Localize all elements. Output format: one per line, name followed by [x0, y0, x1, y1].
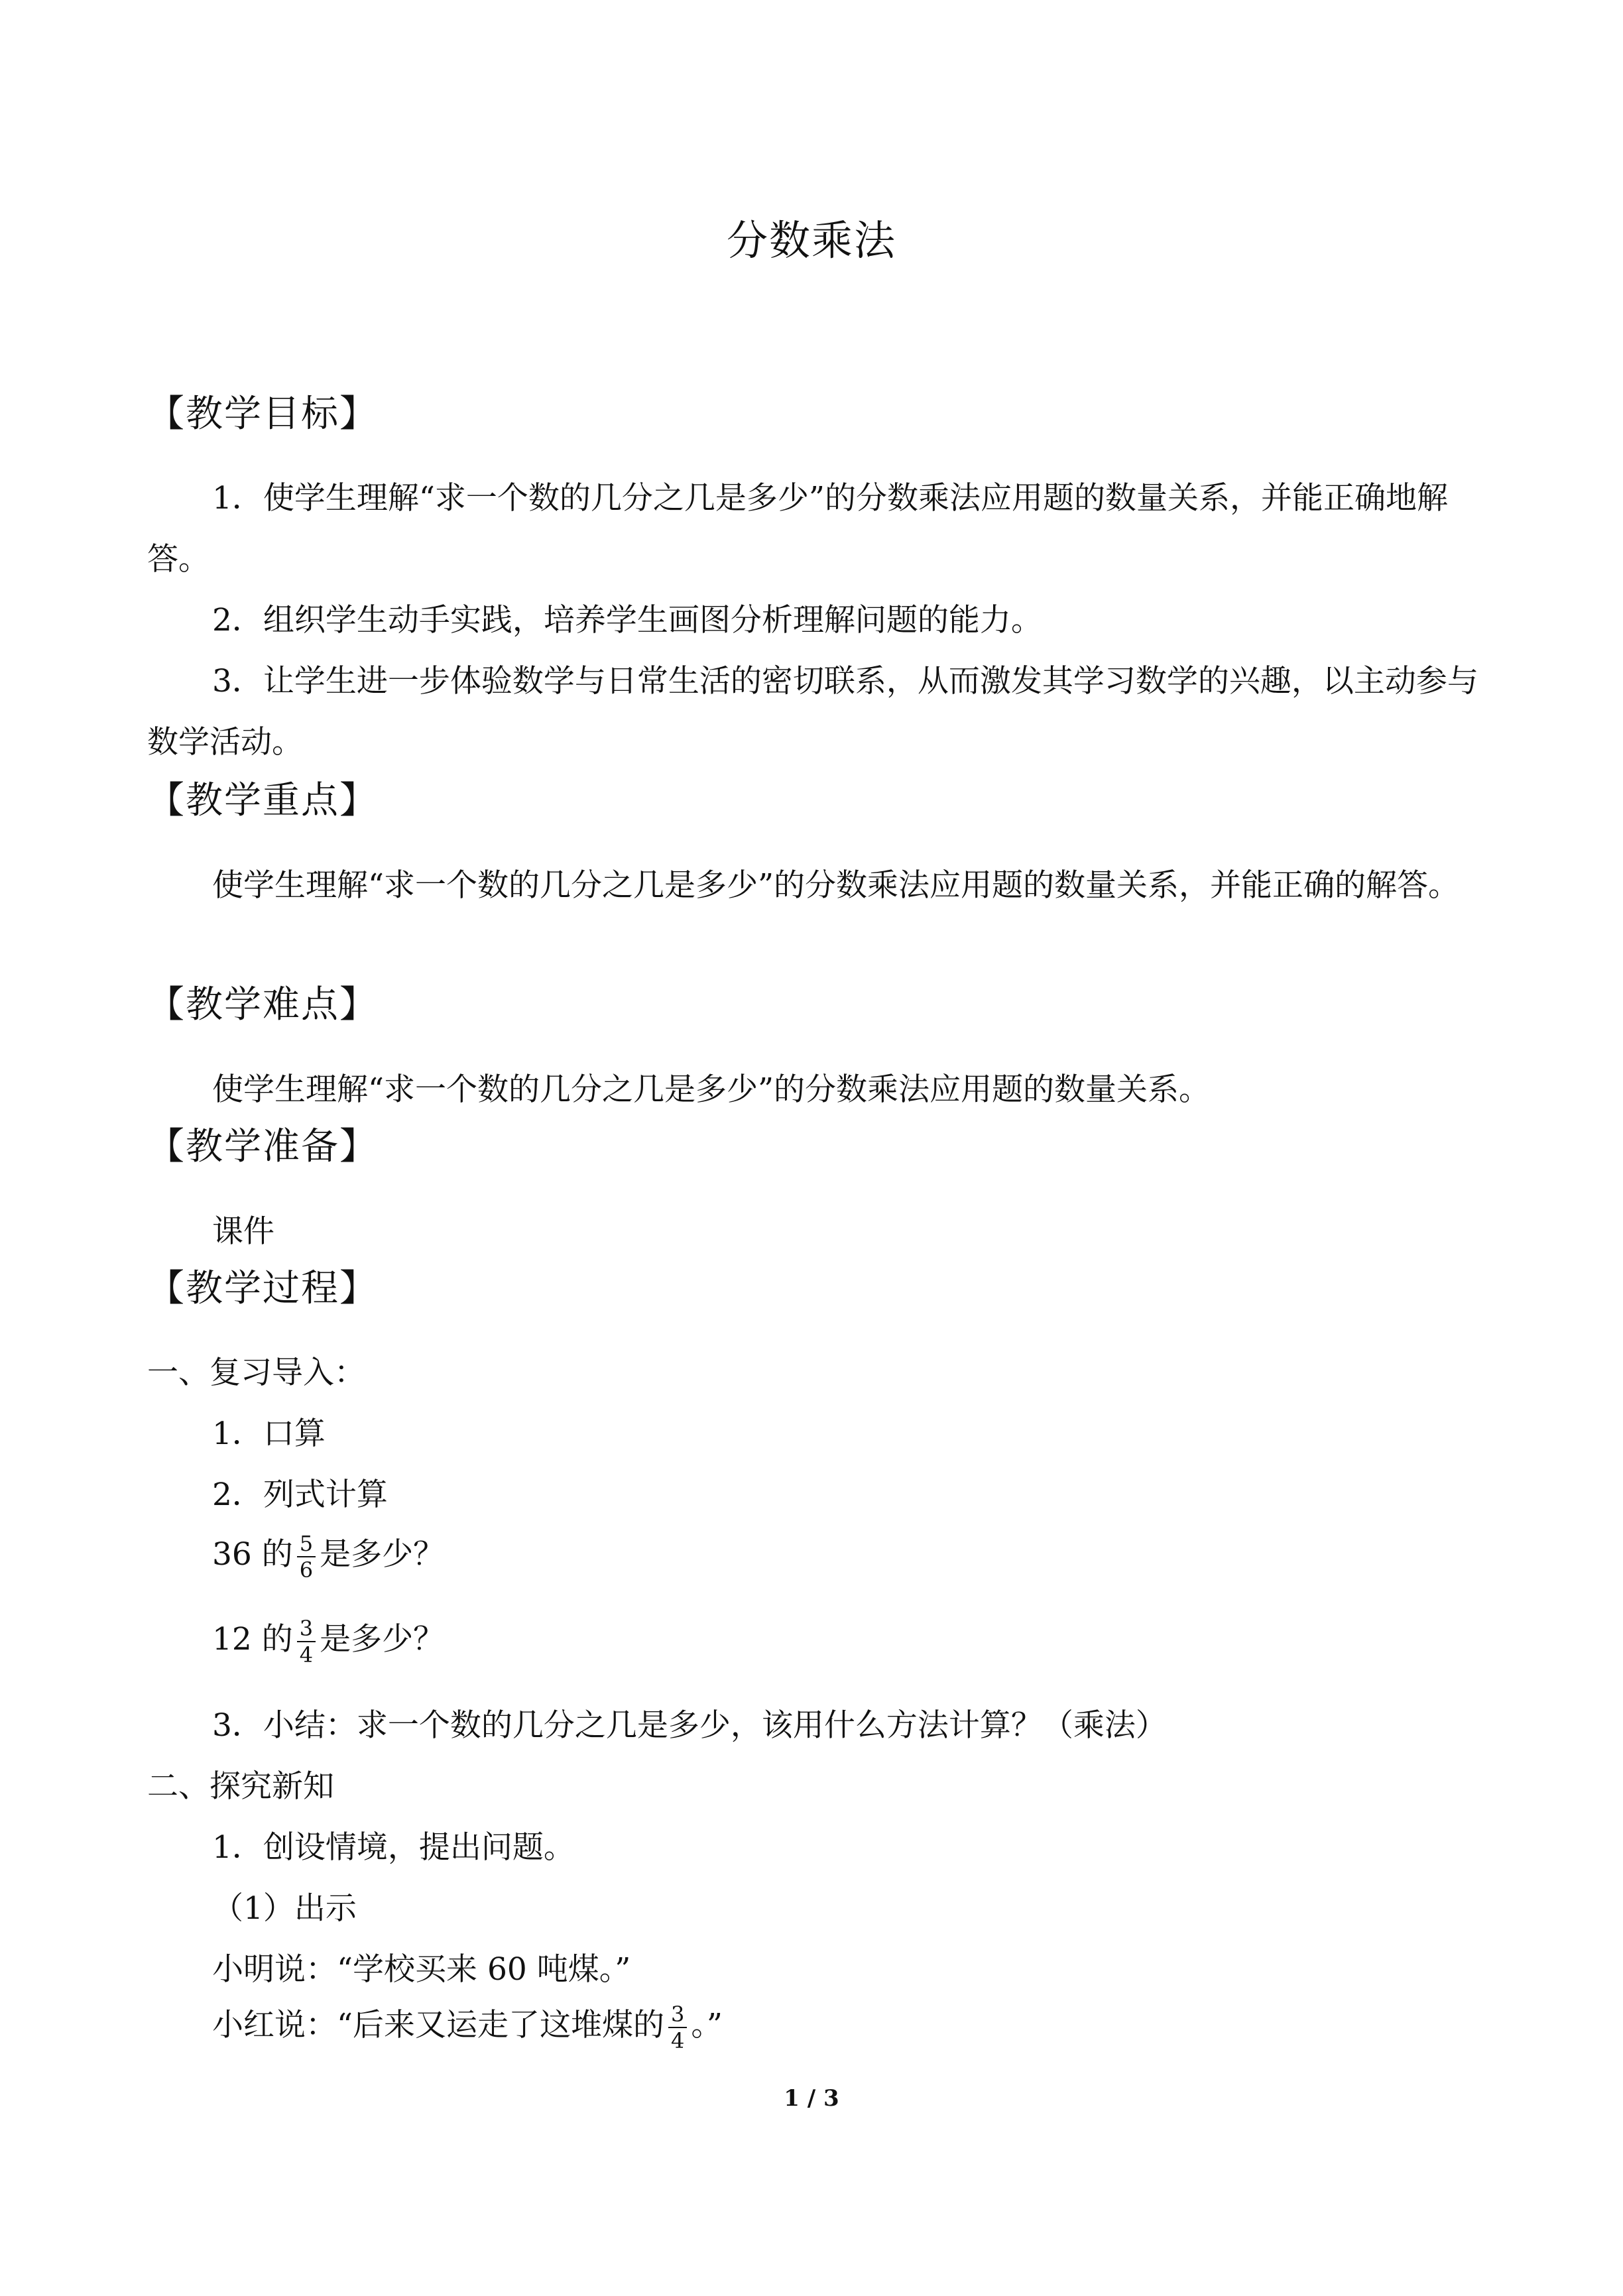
difficulties-text: 使学生理解“求一个数的几分之几是多少”的分数乘法应用题的数量关系。: [212, 1071, 1211, 1108]
xiaoming-quote: 小明说：“学校买来 60 吨煤。”: [212, 1951, 631, 1988]
fraction-numerator: 3: [297, 1616, 316, 1642]
heading-preparation: 【教学准备】: [147, 1125, 378, 1168]
heading-difficulties: 【教学难点】: [147, 983, 378, 1026]
page-number: 1 / 3: [784, 2085, 839, 2112]
question-1-prefix: 36 的: [212, 1536, 293, 1573]
heading-process: 【教学过程】: [147, 1267, 378, 1310]
fraction-three-quarters: [668, 2002, 687, 2053]
xiaohong-suffix: 。”: [691, 2007, 723, 2043]
review-title: 一、复习导入：: [147, 1355, 365, 1391]
oral-calculation: 1．口算: [212, 1416, 326, 1452]
fraction-numerator: 3: [668, 2002, 687, 2028]
heading-key-points: 【教学重点】: [147, 779, 378, 822]
question-2-prefix: 12 的: [212, 1621, 293, 1658]
question-1: [212, 1525, 444, 1585]
question-2: [212, 1610, 444, 1669]
show-label: （1）出示: [212, 1890, 357, 1927]
fraction-five-sixths: [297, 1531, 316, 1583]
objective-3: 3．让学生进一步体验数学与日常生活的密切联系，从而激发其学习数学的兴趣，以主动参与数学活动。: [147, 663, 1478, 760]
preparation-text: 课件: [212, 1213, 274, 1250]
fraction-denominator: 6: [299, 1557, 314, 1583]
fraction-three-quarters: [297, 1616, 316, 1667]
scenario: 1．创设情境，提出问题。: [212, 1829, 575, 1866]
written-calculation: 2．列式计算: [212, 1477, 388, 1513]
xiaohong-prefix: 小红说：“后来又运走了这堆煤的: [212, 2007, 665, 2043]
xiaohong-quote: [212, 1996, 723, 2055]
objective-2: 2．组织学生动手实践，培养学生画图分析理解问题的能力。: [212, 602, 1042, 638]
document-title: 分数乘法: [726, 216, 896, 265]
summary: 3．小结：求一个数的几分之几是多少，该用什么方法计算？（乘法）: [212, 1707, 1167, 1744]
explore-title: 二、探究新知: [147, 1768, 334, 1805]
heading-objectives: 【教学目标】: [147, 393, 378, 436]
question-2-suffix: 是多少？: [320, 1621, 445, 1658]
fraction-denominator: 4: [671, 2028, 685, 2053]
question-1-suffix: 是多少？: [320, 1536, 445, 1573]
objective-1: 1．使学生理解“求一个数的几分之几是多少”的分数乘法应用题的数量关系，并能正确地解答。: [147, 480, 1448, 577]
key-points-text: 使学生理解“求一个数的几分之几是多少”的分数乘法应用题的数量关系，并能正确的解答。: [212, 867, 1460, 904]
fraction-denominator: 4: [299, 1642, 314, 1667]
fraction-numerator: 5: [297, 1531, 316, 1557]
